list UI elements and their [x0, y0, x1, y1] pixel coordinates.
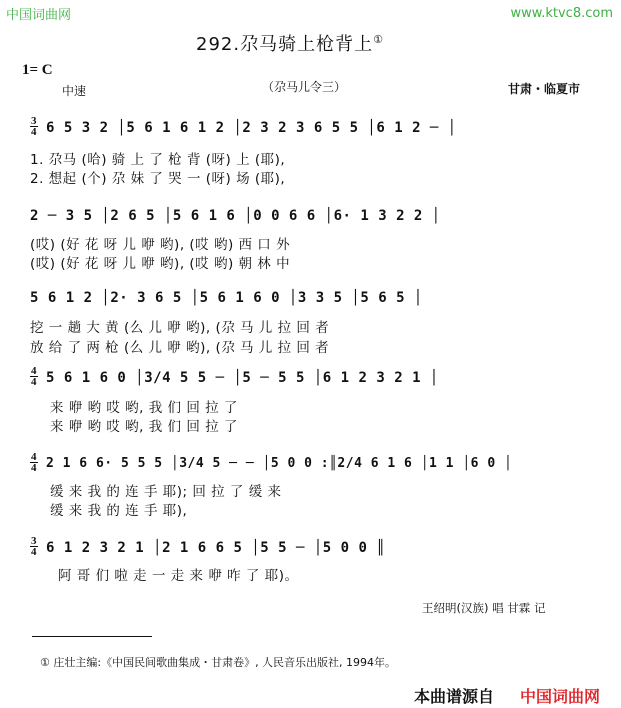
notation-line-5: 2 1 6 6· 5 5 5 │3/4 5 ─ ─ │5 0 0 :║2/4 6 1 6 │1 1 │6 0 │	[46, 456, 513, 471]
watermark-right[interactable]: www.ktvc8.com	[510, 6, 613, 21]
tempo-marking: 中速	[62, 84, 87, 98]
watermark-left[interactable]: 中国词曲网	[6, 8, 72, 23]
notation-line-3: 5 6 1 2 │2· 3 6 5 │5 6 1 6 0 │3 3 5 │5 6 5 │	[30, 290, 423, 306]
performer-credit: 王绍明(汉族) 唱 甘霖 记	[422, 601, 546, 615]
time-signature: 4 4	[31, 451, 37, 474]
time-signature: 4 4	[31, 365, 37, 388]
lyrics-line-4-verse-1: 来 咿 哟 哎 哟, 我 们 回 拉 了	[50, 400, 238, 416]
lyrics-line-6: 阿 哥 们 啦 走 一 走 来 咿 咋 了 耶)。	[58, 568, 299, 584]
lyrics-line-5-verse-1: 缓 来 我 的 连 手 耶); 回 拉 了 缓 来	[50, 484, 282, 500]
notation-line-4: 5 6 1 6 0 │3/4 5 5 ─ │5 ─ 5 5 │6 1 2 3 2 1 │	[46, 370, 439, 386]
tune-name: （尕马儿令三）	[262, 80, 347, 94]
footnote-divider	[32, 636, 152, 637]
lyrics-line-1-verse-1: 1. 尕马 (哈) 骑 上 了 枪 背 (呀) 上 (耶),	[30, 152, 286, 168]
lyrics-line-5-verse-2: 缓 来 我 的 连 手 耶),	[50, 503, 188, 519]
lyrics-line-3-verse-2: 放 给 了 两 枪 (么 儿 咿 哟), (尕 马 儿 拉 回 者	[30, 340, 330, 356]
lyrics-line-2-verse-2: (哎) (好 花 呀 儿 咿 哟), (哎 哟) 朝 林 中	[30, 256, 291, 272]
time-signature: 3 4	[31, 115, 37, 138]
title-footnote-mark: ①	[373, 33, 384, 46]
lyrics-line-3-verse-1: 挖 一 趟 大 黄 (么 儿 咿 哟), (尕 马 儿 拉 回 者	[30, 320, 330, 336]
footnote: ① 庄壮主编:《中国民间歌曲集成・甘肃卷》, 人民音乐出版社, 1994年。	[40, 656, 397, 669]
key-signature: 1= C	[22, 62, 53, 78]
source-label: 本曲谱源自	[414, 687, 495, 706]
source-site-link[interactable]: 中国词曲网	[520, 687, 601, 706]
notation-line-2: 2 ─ 3 5 │2 6 5 │5 6 1 6 │0 0 6 6 │6· 1 3 2 2 │	[30, 208, 441, 224]
lyrics-line-2-verse-1: (哎) (好 花 呀 儿 咿 哟), (哎 哟) 西 口 外	[30, 237, 291, 253]
song-title-text: 292.尕马骑上枪背上	[196, 34, 374, 55]
notation-line-1: 6 5 3 2 │5 6 1 6 1 2 │2 3 2 3 6 5 5 │6 1 2 ─ │	[46, 120, 457, 136]
lyrics-line-4-verse-2: 来 咿 哟 哎 哟, 我 们 回 拉 了	[50, 419, 238, 435]
region-label: 甘肃・临夏市	[508, 82, 581, 96]
time-signature: 3 4	[31, 535, 37, 558]
notation-line-6: 6 1 2 3 2 1 │2 1 6 6 5 │5 5 ─ │5 0 0 ║	[46, 540, 386, 556]
lyrics-line-1-verse-2: 2. 想起 (个) 尕 妹 了 哭 一 (呀) 场 (耶),	[30, 171, 286, 187]
song-title	[196, 30, 384, 56]
